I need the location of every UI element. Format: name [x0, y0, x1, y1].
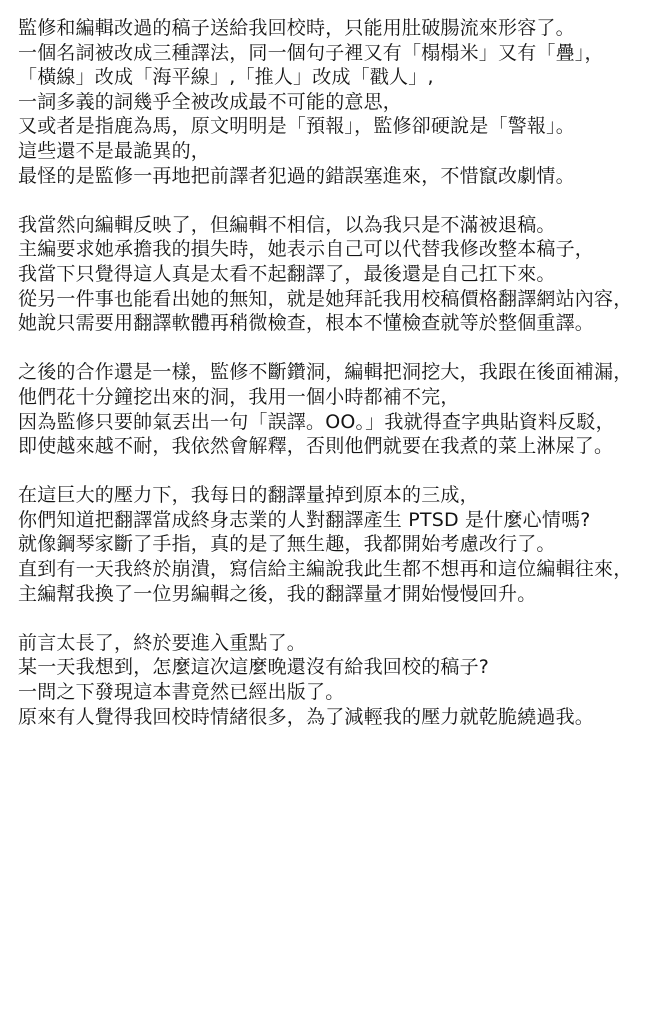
paragraph-2 [18, 213, 634, 336]
text-line: 從另一件事也能看出她的無知，就是她拜託我用校稿價格翻譯網站內容， [18, 287, 633, 310]
text-line: 就像鋼琴家斷了手指，真的是了無生趣，我都開始考慮改行了。 [18, 533, 556, 556]
text-line: 監修和編輯改過的稿子送給我回校時，只能用肚破腸流來形容了。 [18, 17, 575, 39]
article-body [18, 16, 634, 729]
text-line: 因為監修只要帥氣丟出一句「誤譯。OO。」我就得查字典貼資料反駁， [18, 410, 615, 433]
text-line: 又或者是指鹿為馬，原文明明是「預報」，監修卻硬說是「警報」。 [18, 115, 576, 138]
text-line: 直到有一天我終於崩潰，寫信給主編說我此生都不想再和這位編輯往來， [18, 558, 633, 581]
text-line: 一詞多義的詞幾乎全被改成最不可能的意思， [18, 90, 403, 113]
text-line: 一問之下發現這本書竟然已經出版了。 [18, 681, 345, 704]
text-line: 他們花十分鐘挖出來的洞，我用一個小時都補不完， [18, 385, 460, 408]
text-line: 「橫線」改成「海平線」,「推人」改成「戳人」, [18, 66, 434, 89]
text-line: 前言太長了，終於要進入重點了。 [18, 631, 307, 654]
text-line: 之後的合作還是一樣，監修不斷鑽洞，編輯把洞挖大，我跟在後面補漏， [18, 361, 633, 384]
paragraph-4 [18, 483, 634, 606]
text-line: 即使越來越不耐，我依然會解釋，否則他們就要在我煮的菜上淋屎了。 [18, 435, 614, 458]
text-line: 原來有人覺得我回校時情緒很多，為了減輕我的壓力就乾脆繞過我。 [18, 705, 595, 728]
text-line: 這些還不是最詭異的， [18, 139, 211, 162]
text-line: 主編要求她承擔我的損失時，她表示自己可以代替我修改整本稿子， [18, 238, 595, 261]
text-line: 主編幫我換了一位男編輯之後，我的翻譯量才開始慢慢回升。 [18, 582, 537, 605]
text-line: 你們知道把翻譯當成終身志業的人對翻譯產生 PTSD 是什麼心情嗎? [18, 508, 591, 531]
text-line: 她說只需要用翻譯軟體再稍微檢查，根本不懂檢查就等於整個重譯。 [18, 312, 595, 335]
paragraph-1 [18, 16, 634, 188]
text-line: 我當下只覺得這人真是太看不起翻譯了，最後還是自己扛下來。 [18, 262, 556, 285]
text-line: 在這巨大的壓力下，我每日的翻譯量掉到原本的三成， [18, 484, 479, 507]
text-line: 最怪的是監修一再地把前譯者犯過的錯誤塞進來，不惜竄改劇情。 [18, 164, 575, 187]
text-line: 一個名詞被改成三種譯法，同一個句子裡又有「榻榻米」又有「疊」， [18, 41, 604, 64]
text-line: 我當然向編輯反映了，但編輯不相信，以為我只是不滿被退稿。 [18, 213, 556, 236]
paragraph-3 [18, 360, 634, 458]
paragraph-5 [18, 631, 634, 729]
text-line: 某一天我想到，怎麼這次這麼晚還沒有給我回校的稿子? [18, 656, 490, 679]
